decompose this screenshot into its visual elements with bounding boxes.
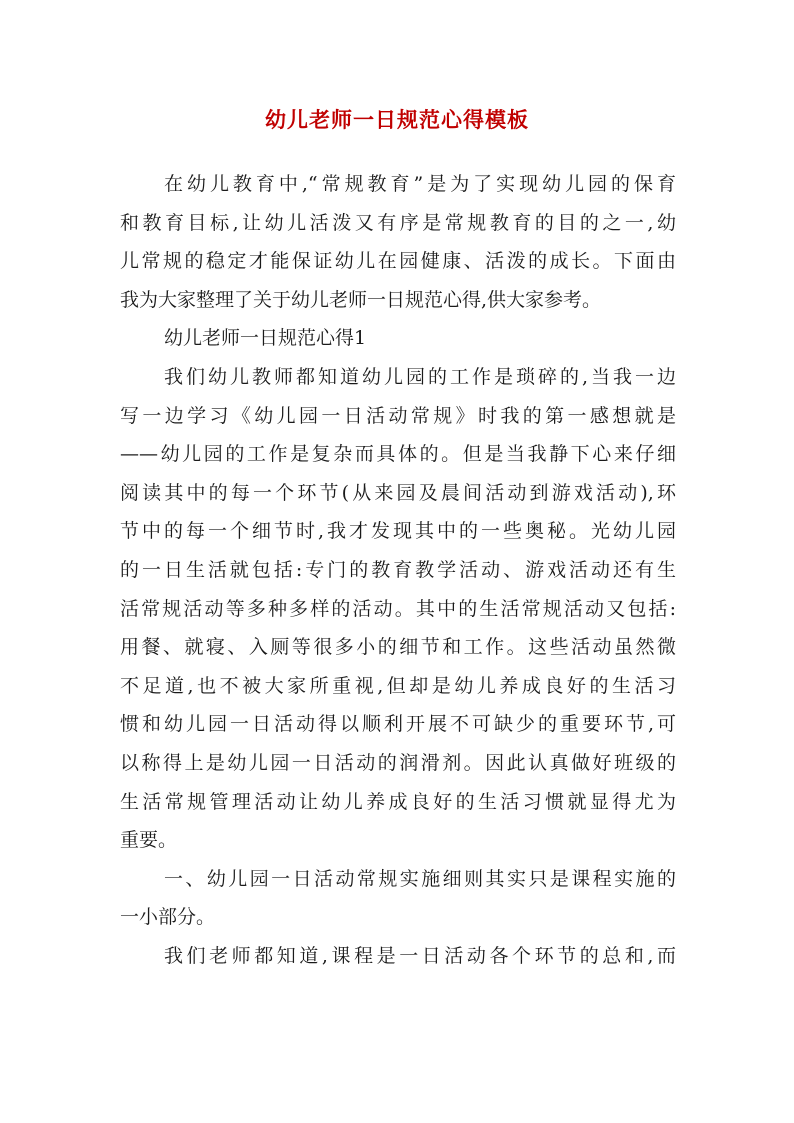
text-line: 我为大家整理了关于幼儿老师一日规范心得,供大家参考。 <box>120 288 602 311</box>
text-line: 重要。 <box>120 829 178 852</box>
text-line: 节中的每一个细节时,我才发现其中的一些奥秘。光幼儿园 <box>120 520 676 543</box>
text-line: 用餐、就寝、入厕等很多小的细节和工作。这些活动虽然微 <box>120 636 676 659</box>
text-line: 的一日生活就包括:专门的教育教学活动、游戏活动还有生 <box>120 558 676 581</box>
document-title: 幼儿老师一日规范心得模板 <box>265 107 529 132</box>
text-line: 在幼儿教育中,“常规教育”是为了实现幼儿园的保育 <box>164 173 676 195</box>
text-line: 儿常规的稳定才能保证幼儿在园健康、活泼的成长。下面由 <box>120 250 676 273</box>
text-line: 一、幼儿园一日活动常规实施细则其实只是课程实施的 <box>164 867 676 890</box>
text-line: 生活常规管理活动让幼儿养成良好的生活习惯就显得尤为 <box>120 790 676 813</box>
document-body <box>120 165 676 975</box>
text-line: 阅读其中的每一个环节(从来园及晨间活动到游戏活动),环 <box>120 481 676 504</box>
text-line: 以称得上是幼儿园一日活动的润滑剂。因此认真做好班级的 <box>120 751 676 774</box>
text-line: 我们幼儿教师都知道幼儿园的工作是琐碎的,当我一边 <box>164 365 676 388</box>
text-line: ——幼儿园的工作是复杂而具体的。但是当我静下心来仔细 <box>120 443 676 466</box>
text-line: 不足道,也不被大家所重视,但却是幼儿养成良好的生活习 <box>120 674 676 697</box>
text-line: 和教育目标,让幼儿活泼又有序是常规教育的目的之一,幼 <box>120 211 676 234</box>
text-line: 活常规活动等多种多样的活动。其中的生活常规活动又包括: <box>120 597 676 620</box>
text-line: 我们老师都知道,课程是一日活动各个环节的总和,而 <box>164 944 676 967</box>
text-line: 一小部分。 <box>120 906 216 929</box>
text-line: 幼儿老师一日规范心得1 <box>164 327 367 350</box>
text-line: 写一边学习《幼儿园一日活动常规》时我的第一感想就是 <box>120 404 676 427</box>
text-line: 惯和幼儿园一日活动得以顺利开展不可缺少的重要环节,可 <box>120 713 676 736</box>
